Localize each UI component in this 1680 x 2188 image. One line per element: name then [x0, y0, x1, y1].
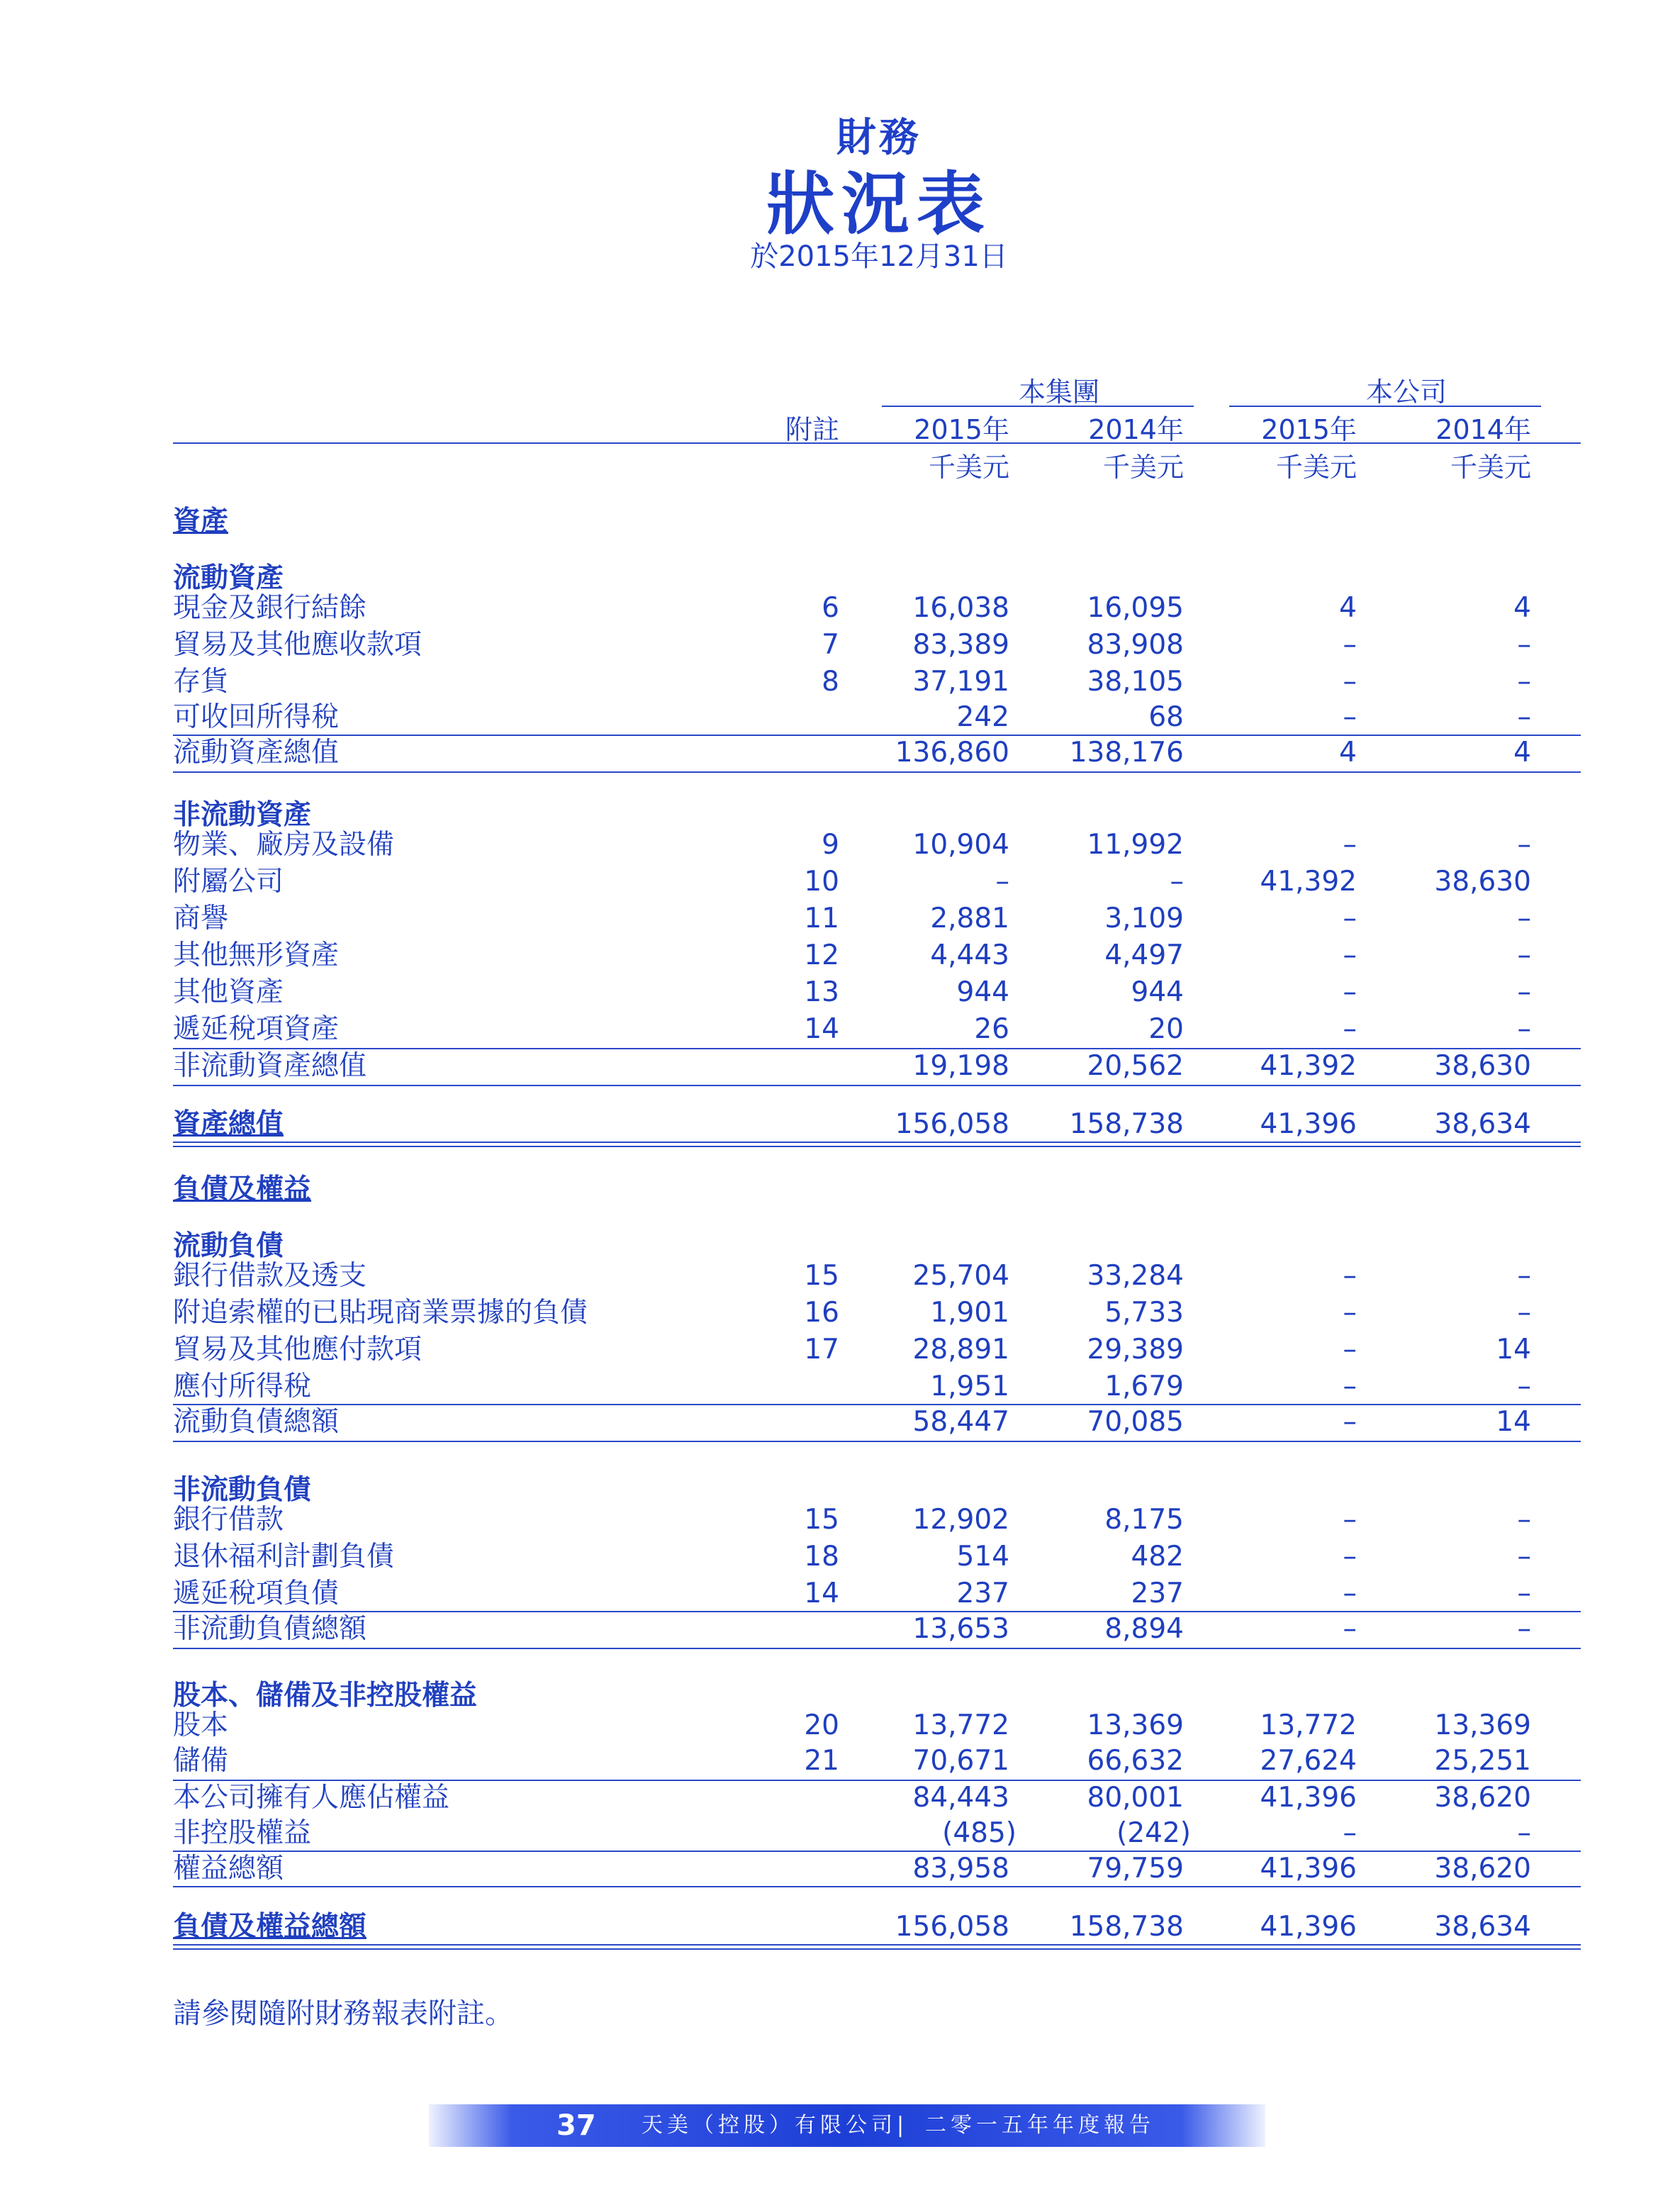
row-value-group-2014: 237	[1131, 1578, 1184, 1609]
unit-header-1: 千美元	[928, 452, 1009, 483]
row-note: 14	[804, 1578, 839, 1609]
row-value-group-2014: 33,284	[1087, 1260, 1184, 1292]
row-value-group-2015: 1,951	[930, 1371, 1009, 1402]
row-value-company-2014: –	[1517, 976, 1531, 1008]
row-value-company-2015: –	[1343, 829, 1357, 861]
row-value-group-2014: 5,733	[1104, 1297, 1184, 1329]
section-non-current-liabilities: 非流動負債	[173, 1474, 312, 1506]
row-value-group-2015: 25,704	[912, 1260, 1009, 1292]
table-row	[173, 900, 1581, 937]
section-assets: 資產	[173, 506, 229, 537]
total-double-rule	[173, 1146, 1581, 1147]
row-value-group-2014: 16,095	[1087, 592, 1184, 624]
row-value-company-2014: –	[1517, 1297, 1531, 1329]
row-value-company-2015: –	[1343, 1334, 1357, 1366]
row-label: 退休福利計劃負債	[173, 1541, 395, 1573]
table-row	[173, 1575, 1581, 1612]
row-note: 12	[804, 939, 839, 971]
year-header-1: 2015年	[914, 414, 1009, 445]
row-value-group-2015: 12,902	[912, 1504, 1009, 1536]
row-value-company-2015: –	[1343, 1504, 1357, 1536]
row-label: 貿易及其他應付款項	[173, 1334, 422, 1366]
row-value-group-2015: 26	[974, 1013, 1009, 1045]
company-header: 本公司	[1365, 376, 1447, 408]
row-value-group-2014: (242)	[1116, 1817, 1191, 1849]
row-label: 可收回所得稅	[173, 701, 340, 733]
row-note: 13	[804, 976, 839, 1008]
row-value-company-2015: –	[1343, 939, 1357, 971]
section-non-current-assets: 非流動資產	[173, 799, 312, 831]
row-value-company-2014: 38,634	[1434, 1911, 1531, 1943]
row-label: 物業、廠房及設備	[173, 829, 395, 861]
row-value-company-2015: –	[1343, 1297, 1357, 1329]
row-note: 15	[804, 1260, 839, 1292]
row-value-group-2014: 158,738	[1069, 1108, 1184, 1140]
row-value-group-2014: 3,109	[1104, 903, 1184, 934]
row-label: 權益總額	[173, 1853, 284, 1885]
row-note: 15	[804, 1504, 839, 1536]
row-value-company-2014: –	[1517, 903, 1531, 934]
table-row	[173, 1368, 1581, 1405]
row-value-group-2015: 37,191	[912, 666, 1009, 698]
row-value-company-2014: 4	[1513, 592, 1531, 624]
row-note: 17	[804, 1334, 839, 1366]
table-row	[173, 1815, 1581, 1852]
row-label: 流動資產總值	[173, 737, 340, 769]
row-value-group-2014: 38,105	[1087, 666, 1184, 698]
row-value-group-2015: 84,443	[912, 1782, 1009, 1814]
table-row	[173, 699, 1581, 736]
row-value-group-2015: 4,443	[930, 939, 1009, 971]
row-value-company-2015: –	[1343, 701, 1357, 733]
table-row	[173, 1539, 1581, 1575]
row-value-company-2015: 4	[1339, 737, 1357, 769]
footer-separator: |	[897, 2113, 905, 2138]
row-label: 其他無形資產	[173, 939, 340, 971]
row-note: 7	[822, 629, 839, 661]
year-header-4: 2014年	[1435, 414, 1531, 445]
row-value-group-2015: 83,958	[912, 1853, 1009, 1885]
table-row	[173, 1011, 1581, 1048]
row-value-group-2015: 10,904	[912, 829, 1009, 861]
row-value-company-2014: –	[1517, 1504, 1531, 1536]
row-value-group-2014: 11,992	[1087, 829, 1184, 861]
row-value-company-2015: –	[1343, 903, 1357, 934]
company-header-rule	[1229, 406, 1541, 407]
row-value-group-2014: 4,497	[1104, 939, 1184, 971]
page-footer	[429, 2104, 1265, 2147]
row-value-company-2015: 41,392	[1260, 866, 1357, 898]
row-value-group-2014: 482	[1131, 1541, 1184, 1573]
row-value-group-2014: 8,175	[1104, 1504, 1184, 1536]
row-value-company-2015: 27,624	[1260, 1745, 1357, 1777]
table-row	[173, 1258, 1581, 1295]
header-rule	[173, 442, 1581, 444]
row-value-group-2015: 514	[956, 1541, 1009, 1573]
year-header-3: 2015年	[1261, 414, 1357, 445]
row-label: 附追索權的已貼現商業票據的負債	[173, 1297, 588, 1329]
table-row	[173, 1404, 1581, 1441]
row-value-company-2015: –	[1343, 629, 1357, 661]
row-note: 21	[804, 1745, 839, 1777]
row-label: 銀行借款及透支	[173, 1260, 367, 1292]
row-label: 附屬公司	[173, 866, 284, 898]
row-value-company-2015: 41,392	[1260, 1050, 1357, 1082]
row-value-group-2014: 70,085	[1087, 1406, 1184, 1438]
row-label: 非流動負債總額	[173, 1613, 367, 1645]
row-value-group-2014: 13,369	[1087, 1709, 1184, 1741]
subtotal-rule	[173, 1085, 1581, 1086]
row-label: 銀行借款	[173, 1504, 284, 1536]
row-value-company-2014: –	[1517, 1817, 1531, 1849]
table-row	[173, 1707, 1581, 1744]
row-value-group-2014: 66,632	[1087, 1745, 1184, 1777]
row-value-group-2014: 29,389	[1087, 1334, 1184, 1366]
row-value-company-2015: –	[1343, 1406, 1357, 1438]
row-value-group-2015: –	[995, 866, 1009, 898]
row-value-group-2015: 58,447	[912, 1406, 1009, 1438]
row-value-group-2015: 19,198	[912, 1050, 1009, 1082]
row-value-company-2015: 4	[1339, 592, 1357, 624]
row-value-company-2015: 41,396	[1260, 1782, 1357, 1814]
row-value-company-2014: –	[1517, 666, 1531, 698]
row-value-company-2014: –	[1517, 1013, 1531, 1045]
footer-report-title: 二零一五年年度報告	[925, 2113, 1155, 2138]
row-value-company-2015: –	[1343, 1817, 1357, 1849]
row-label: 遞延稅項負債	[173, 1578, 340, 1609]
row-value-group-2014: 8,894	[1104, 1613, 1184, 1645]
table-row	[173, 627, 1581, 664]
row-label: 貿易及其他應收款項	[173, 629, 422, 661]
row-value-company-2014: –	[1517, 1613, 1531, 1645]
row-value-group-2014: 79,759	[1087, 1853, 1184, 1885]
row-note: 10	[804, 866, 839, 898]
section-equity: 股本、儲備及非控股權益	[173, 1680, 478, 1712]
row-value-company-2015: 41,396	[1260, 1853, 1357, 1885]
row-value-group-2015: 156,058	[895, 1911, 1009, 1943]
row-note: 20	[804, 1709, 839, 1741]
row-value-company-2014: 38,630	[1434, 1050, 1531, 1082]
statement-date: 於2015年12月31日	[750, 240, 1008, 273]
row-value-company-2014: 38,620	[1434, 1782, 1531, 1814]
subtotal-rule	[173, 771, 1581, 773]
row-label: 其他資產	[173, 976, 284, 1008]
row-value-company-2014: –	[1517, 1541, 1531, 1573]
row-value-company-2014: 38,634	[1434, 1108, 1531, 1140]
row-label: 遞延稅項資產	[173, 1013, 340, 1045]
row-value-group-2014: 80,001	[1087, 1782, 1184, 1814]
group-header-rule	[882, 406, 1194, 407]
note-header: 附註	[785, 414, 839, 445]
row-value-group-2015: 83,389	[912, 629, 1009, 661]
row-value-group-2014: 158,738	[1069, 1911, 1184, 1943]
row-value-company-2015: –	[1343, 1371, 1357, 1402]
row-label: 流動負債總額	[173, 1406, 340, 1438]
row-value-company-2014: –	[1517, 1578, 1531, 1609]
row-value-group-2015: 16,038	[912, 592, 1009, 624]
row-value-company-2014: –	[1517, 829, 1531, 861]
row-value-group-2015: 13,772	[912, 1709, 1009, 1741]
row-label: 商譽	[173, 903, 229, 934]
table-row	[173, 864, 1581, 900]
row-value-group-2015: 2,881	[930, 903, 1009, 934]
table-row	[173, 664, 1581, 701]
row-value-company-2015: –	[1343, 1613, 1357, 1645]
row-value-group-2015: 28,891	[912, 1334, 1009, 1366]
row-value-company-2015: –	[1343, 1260, 1357, 1292]
total-double-rule	[173, 1948, 1581, 1950]
table-row	[173, 1851, 1581, 1887]
group-header: 本集團	[1018, 376, 1099, 408]
row-label: 非流動資產總值	[173, 1050, 367, 1082]
row-value-group-2014: 20,562	[1087, 1050, 1184, 1082]
row-note: 16	[804, 1297, 839, 1329]
row-note: 6	[822, 592, 839, 624]
footnote: 請參閱隨附財務報表附註。	[173, 1997, 513, 2030]
row-value-company-2014: –	[1517, 1371, 1531, 1402]
row-value-company-2014: –	[1517, 1260, 1531, 1292]
row-value-company-2015: –	[1343, 976, 1357, 1008]
row-value-company-2014: –	[1517, 939, 1531, 971]
row-value-company-2014: –	[1517, 701, 1531, 733]
table-row	[173, 1743, 1581, 1780]
row-value-company-2014: 38,630	[1434, 866, 1531, 898]
row-label: 存貨	[173, 666, 229, 698]
table-row	[173, 735, 1581, 771]
row-value-group-2014: –	[1170, 866, 1184, 898]
table-row	[173, 1780, 1581, 1816]
table-row	[173, 1611, 1581, 1648]
table-row	[173, 974, 1581, 1011]
row-value-company-2015: 41,396	[1260, 1108, 1357, 1140]
subtotal-rule	[173, 1648, 1581, 1649]
row-label: 應付所得稅	[173, 1371, 312, 1402]
row-value-company-2014: 13,369	[1434, 1709, 1531, 1741]
row-value-group-2015: 242	[956, 701, 1009, 733]
row-note: 11	[804, 903, 839, 934]
row-value-company-2014: 38,620	[1434, 1853, 1531, 1885]
section-liabilities-equity: 負債及權益	[173, 1173, 312, 1205]
table-row-total	[173, 1909, 1581, 1946]
table-row	[173, 1332, 1581, 1368]
row-label: 儲備	[173, 1745, 229, 1777]
section-current-liabilities: 流動負債	[173, 1230, 284, 1262]
row-value-group-2015: 1,901	[930, 1297, 1009, 1329]
row-value-company-2014: 14	[1496, 1406, 1531, 1438]
page-number: 37	[556, 2109, 596, 2142]
row-value-group-2015: 237	[956, 1578, 1009, 1609]
row-note: 14	[804, 1013, 839, 1045]
row-value-company-2015: –	[1343, 1578, 1357, 1609]
year-header-2: 2014年	[1088, 414, 1184, 445]
row-value-company-2015: –	[1343, 1013, 1357, 1045]
row-value-company-2014: 14	[1496, 1334, 1531, 1366]
title-line1: 財務	[836, 115, 922, 161]
table-row	[173, 590, 1581, 627]
unit-header-2: 千美元	[1102, 452, 1184, 483]
footer-company: 天美（控股）有限公司	[642, 2113, 897, 2138]
row-value-group-2014: 944	[1131, 976, 1184, 1008]
row-value-group-2015: 70,671	[912, 1745, 1009, 1777]
row-value-group-2014: 1,679	[1104, 1371, 1184, 1402]
unit-header-3: 千美元	[1275, 452, 1357, 483]
row-value-company-2015: –	[1343, 1541, 1357, 1573]
row-value-group-2015: 944	[956, 976, 1009, 1008]
row-value-group-2014: 138,176	[1069, 737, 1184, 769]
row-value-group-2014: 20	[1148, 1013, 1184, 1045]
section-current-assets: 流動資產	[173, 562, 284, 594]
row-label: 股本	[173, 1709, 229, 1741]
row-value-company-2015: 13,772	[1260, 1709, 1357, 1741]
table-row	[173, 937, 1581, 974]
row-label: 非控股權益	[173, 1817, 312, 1849]
row-note: 9	[822, 829, 839, 861]
row-value-group-2015: (485)	[942, 1817, 1017, 1849]
table-row-total	[173, 1106, 1581, 1143]
table-row	[173, 1048, 1581, 1085]
row-value-company-2014: 25,251	[1434, 1745, 1531, 1777]
row-value-group-2015: 136,860	[895, 737, 1009, 769]
page-title: 狀況表	[766, 164, 992, 244]
subtotal-rule	[173, 1441, 1581, 1442]
table-row	[173, 827, 1581, 864]
row-label: 本公司擁有人應佔權益	[173, 1782, 450, 1814]
row-label: 資產總值	[173, 1108, 284, 1140]
row-note: 18	[804, 1541, 839, 1573]
row-value-group-2015: 13,653	[912, 1613, 1009, 1645]
row-value-group-2014: 83,908	[1087, 629, 1184, 661]
row-value-group-2014: 68	[1148, 701, 1184, 733]
row-value-company-2014: 4	[1513, 737, 1531, 769]
row-value-group-2015: 156,058	[895, 1108, 1009, 1140]
table-row	[173, 1295, 1581, 1332]
table-row	[173, 1502, 1581, 1539]
row-value-company-2015: –	[1343, 666, 1357, 698]
row-note: 8	[822, 666, 839, 698]
row-value-company-2015: 41,396	[1260, 1911, 1357, 1943]
unit-header-4: 千美元	[1450, 452, 1531, 483]
row-label: 現金及銀行結餘	[173, 592, 367, 624]
row-label: 負債及權益總額	[173, 1911, 367, 1943]
row-value-company-2014: –	[1517, 629, 1531, 661]
